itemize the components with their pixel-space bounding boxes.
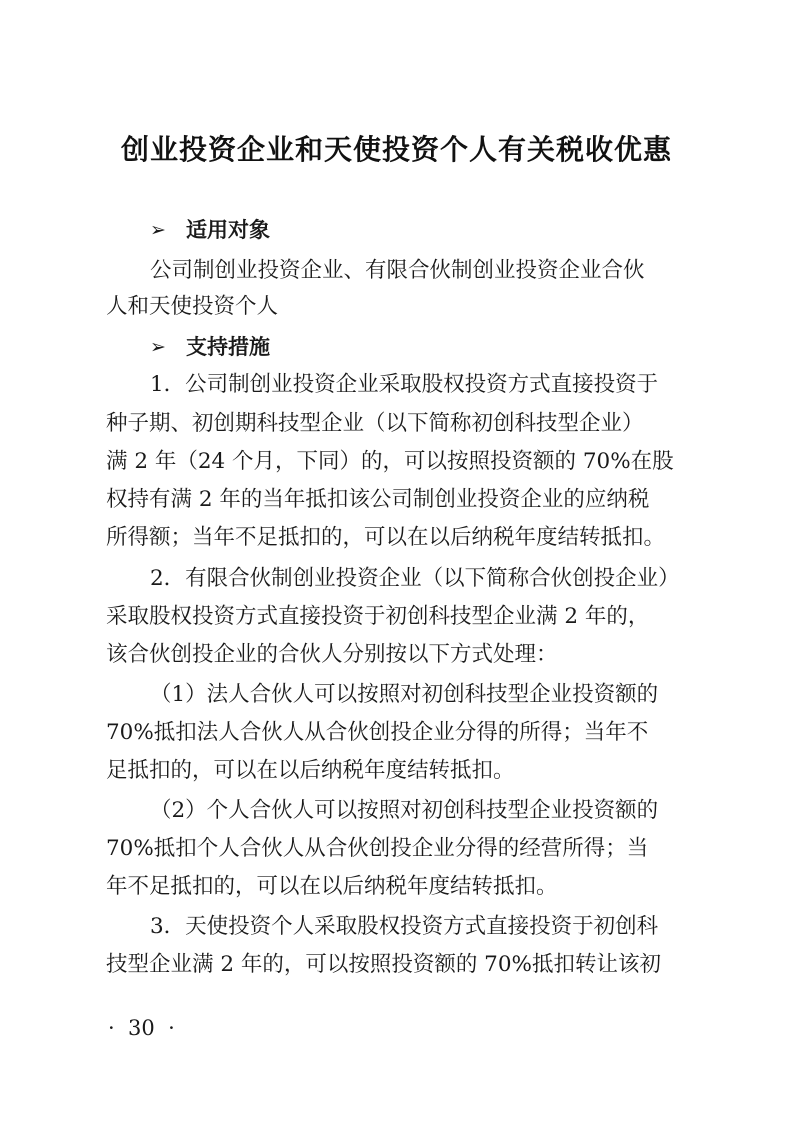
paragraph-line: 公司制创业投资企业、有限合伙制创业投资企业合伙 xyxy=(150,258,645,283)
paragraph-line: 权持有满 2 年的当年抵扣该公司制创业投资企业的应纳税 xyxy=(106,487,650,512)
paragraph-line: 年不足抵扣的，可以在以后纳税年度结转抵扣。 xyxy=(106,874,558,899)
paragraph-line: 70%抵扣法人合伙人从合伙创投企业分得的所得；当年不 xyxy=(106,720,649,745)
paragraph-line: 满 2 年（24 个月，下同）的，可以按照投资额的 70%在股 xyxy=(106,449,674,474)
paragraph-line: 所得额；当年不足抵扣的，可以在以后纳税年度结转抵扣。 xyxy=(106,525,666,550)
section-heading-label: 支持措施 xyxy=(186,335,270,359)
section-heading-label: 适用对象 xyxy=(186,218,270,242)
paragraph-line: 采取股权投资方式直接投资于初创科技型企业满 2 年的， xyxy=(106,604,650,629)
arrow-bullet-icon: ➢ xyxy=(150,219,166,241)
paragraph-line: 1．公司制创业投资企业采取股权投资方式直接投资于 xyxy=(150,372,659,397)
paragraph-line: 70%抵扣个人合伙人从合伙创投企业分得的经营所得；当 xyxy=(106,836,649,861)
page-title: 创业投资企业和天使投资个人有关税收优惠 xyxy=(120,133,672,166)
paragraph-line: 技型企业满 2 年的，可以按照投资额的 70%抵扣转让该初 xyxy=(106,952,661,977)
paragraph-line: 足抵扣的，可以在以后纳税年度结转抵扣。 xyxy=(106,758,515,783)
paragraph-line: 该合伙创投企业的合伙人分别按以下方式处理： xyxy=(106,642,558,667)
paragraph-line: 3．天使投资个人采取股权投资方式直接投资于初创科 xyxy=(150,914,659,939)
paragraph-line: （1）法人合伙人可以按照对初创科技型企业投资额的 xyxy=(150,682,659,707)
page-number: · 30 · xyxy=(108,1016,175,1040)
paragraph-line: 种子期、初创期科技型企业（以下简称初创科技型企业） xyxy=(106,411,644,436)
section-heading-measures xyxy=(150,329,270,365)
paragraph-line: 人和天使投资个人 xyxy=(106,294,279,319)
section-heading-applicable xyxy=(150,212,270,248)
paragraph-line: （2）个人合伙人可以按照对初创科技型企业投资额的 xyxy=(150,798,659,823)
arrow-bullet-icon: ➢ xyxy=(150,336,166,358)
paragraph-line: 2．有限合伙制创业投资企业（以下简称合伙创投企业） xyxy=(150,566,680,591)
